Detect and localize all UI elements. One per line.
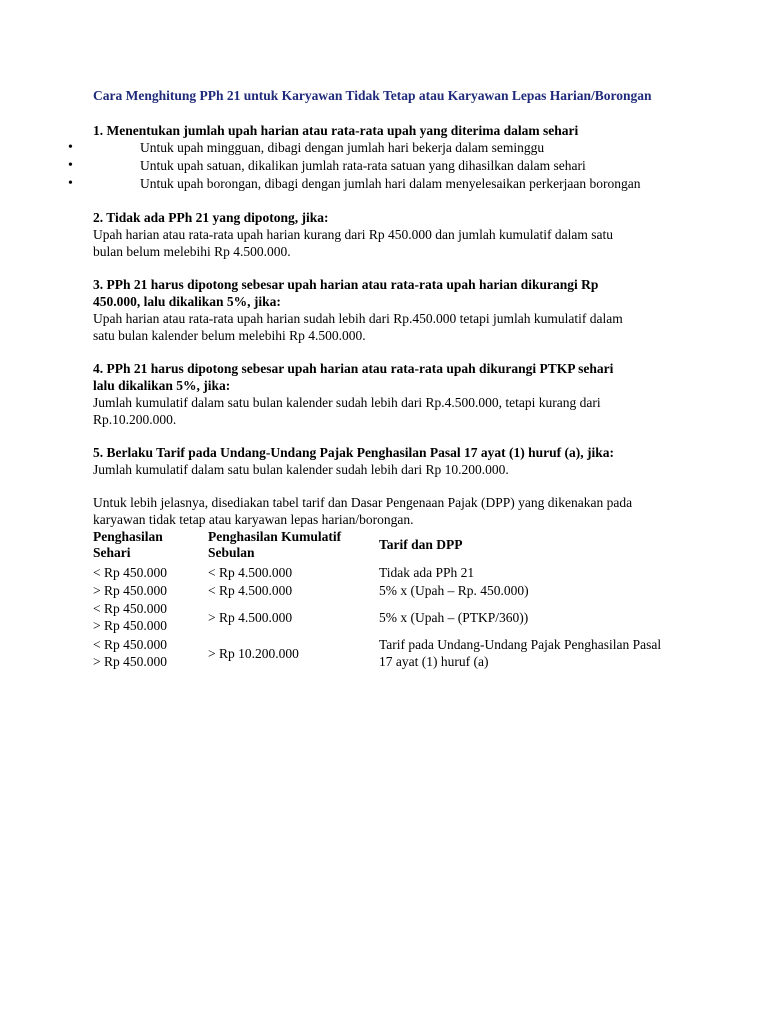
- table-cell: > Rp 450.000: [93, 583, 167, 598]
- bullet-dot: •: [68, 140, 73, 155]
- section-4-heading: lalu dikalikan 5%, jika:: [93, 378, 231, 393]
- section-5-body: Jumlah kumulatif dalam satu bulan kalender sudah lebih dari Rp 10.200.000.: [93, 462, 509, 477]
- section-3-heading: 450.000, lalu dikalikan 5%, jika:: [93, 294, 281, 309]
- section-4-body: Rp.10.200.000.: [93, 412, 177, 427]
- table-cell: > Rp 450.000: [93, 618, 167, 633]
- bullet-item: Untuk upah satuan, dikalikan jumlah rata-rata satuan yang dihasilkan dalam sehari: [140, 158, 586, 173]
- section-3-body: Upah harian atau rata-rata upah harian sudah lebih dari Rp.450.000 tetapi jumlah kumulatif dalam: [93, 311, 623, 326]
- table-cell: < Rp 4.500.000: [208, 565, 293, 580]
- bullet-item: Untuk upah mingguan, dibagi dengan jumlah hari bekerja dalam seminggu: [140, 140, 545, 155]
- section-2-body: Upah harian atau rata-rata upah harian kurang dari Rp 450.000 dan jumlah kumulatif dalam satu: [93, 227, 613, 242]
- table-header-daily-income: Penghasilan Sehari: [93, 529, 163, 560]
- table-cell: < Rp 450.000: [93, 637, 167, 652]
- document-title: Cara Menghitung PPh 21 untuk Karyawan Tidak Tetap atau Karyawan Lepas Harian/Borongan: [93, 88, 652, 103]
- table-cell: 5% x (Upah – (PTKP/360)): [379, 610, 529, 625]
- section-4-body: Jumlah kumulatif dalam satu bulan kalender sudah lebih dari Rp.4.500.000, tetapi kurang dari: [93, 395, 601, 410]
- table-cell: < Rp 450.000: [93, 601, 167, 616]
- table-cell: < Rp 4.500.000: [208, 583, 293, 598]
- section-2-heading: 2. Tidak ada PPh 21 yang dipotong, jika:: [93, 210, 329, 225]
- bullet-dot: •: [68, 158, 73, 173]
- intro-text: karyawan tidak tetap atau karyawan lepas harian/borongan.: [93, 512, 414, 527]
- bullet-item: Untuk upah borongan, dibagi dengan jumlah hari dalam menyelesaikan perkerjaan borongan: [140, 176, 641, 191]
- section-2-body: bulan belum melebihi Rp 4.500.000.: [93, 244, 291, 259]
- section-3-heading: 3. PPh 21 harus dipotong sebesar upah harian atau rata-rata upah harian dikurangi Rp: [93, 277, 599, 292]
- table-header-monthly-income: Penghasilan Kumulatif Sebulan: [208, 529, 342, 560]
- table-cell: > Rp 450.000: [93, 654, 167, 669]
- section-3-body: satu bulan kalender belum melebihi Rp 4.500.000.: [93, 328, 366, 343]
- section-1-heading: 1. Menentukan jumlah upah harian atau rata-rata upah yang diterima dalam sehari: [93, 123, 579, 138]
- table-cell: Tarif pada Undang-Undang Pajak Penghasilan Pasal: [379, 637, 662, 652]
- table-cell: > Rp 10.200.000: [208, 646, 299, 661]
- intro-text: Untuk lebih jelasnya, disediakan tabel tarif dan Dasar Pengenaan Pajak (DPP) yang dikenakan pada: [93, 495, 633, 510]
- table-header-rate: Tarif dan DPP: [379, 537, 463, 552]
- table-cell: > Rp 4.500.000: [208, 610, 293, 625]
- table-cell: 17 ayat (1) huruf (a): [379, 654, 489, 669]
- section-5-heading: 5. Berlaku Tarif pada Undang-Undang Pajak Penghasilan Pasal 17 ayat (1) huruf (a), jika:: [93, 445, 614, 460]
- section-4-heading: 4. PPh 21 harus dipotong sebesar upah harian atau rata-rata upah dikurangi PTKP sehari: [93, 361, 614, 376]
- table-cell: Tidak ada PPh 21: [379, 565, 475, 580]
- table-cell: 5% x (Upah – Rp. 450.000): [379, 583, 529, 598]
- table-cell: < Rp 450.000: [93, 565, 167, 580]
- bullet-dot: •: [68, 176, 73, 191]
